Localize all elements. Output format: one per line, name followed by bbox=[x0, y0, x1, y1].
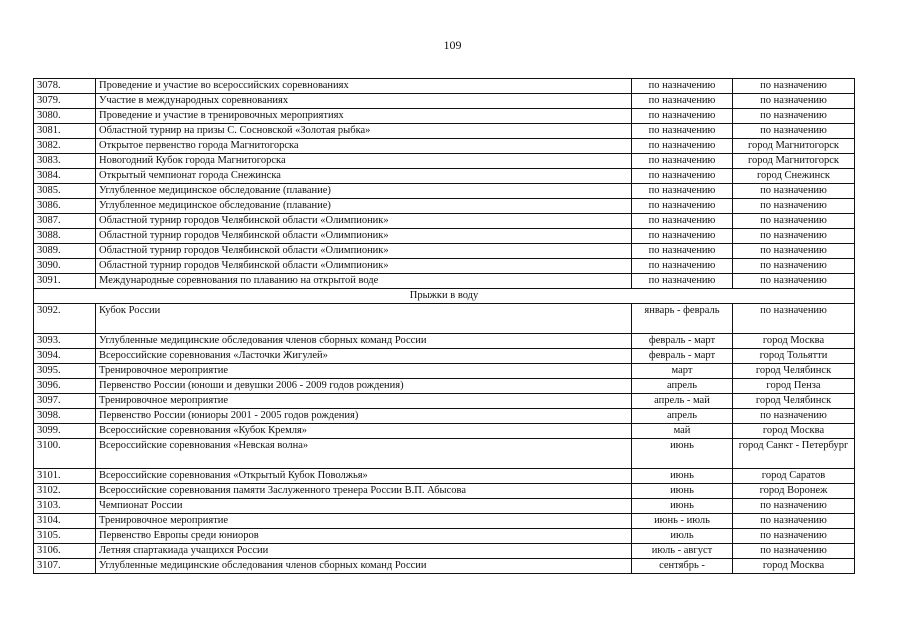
event-dates: апрель bbox=[632, 409, 733, 424]
event-name: Тренировочное мероприятие bbox=[96, 514, 632, 529]
event-name: Проведение и участие в тренировочных мероприятиях bbox=[96, 109, 632, 124]
event-place: по назначению bbox=[733, 304, 855, 334]
table-row bbox=[34, 364, 855, 379]
row-number: 3080. bbox=[34, 109, 96, 124]
section-header-row bbox=[34, 289, 855, 304]
event-place: город Магнитогорск bbox=[733, 139, 855, 154]
event-dates: по назначению bbox=[632, 229, 733, 244]
event-dates: сентябрь - bbox=[632, 559, 733, 574]
event-dates: январь - февраль bbox=[632, 304, 733, 334]
event-dates: апрель - май bbox=[632, 394, 733, 409]
event-place: по назначению bbox=[733, 184, 855, 199]
event-place: город Саратов bbox=[733, 469, 855, 484]
event-place: город Санкт - Петербург bbox=[733, 439, 855, 469]
event-place: город Магнитогорск bbox=[733, 154, 855, 169]
table-row bbox=[34, 109, 855, 124]
table-row bbox=[34, 334, 855, 349]
row-number: 3084. bbox=[34, 169, 96, 184]
table-row bbox=[34, 259, 855, 274]
table-row bbox=[34, 304, 855, 334]
event-dates: по назначению bbox=[632, 184, 733, 199]
event-dates: по назначению bbox=[632, 139, 733, 154]
event-place: город Москва bbox=[733, 424, 855, 439]
event-dates: июнь bbox=[632, 499, 733, 514]
event-name: Проведение и участие во всероссийских соревнованиях bbox=[96, 79, 632, 94]
event-name: Всероссийские соревнования «Кубок Кремля» bbox=[96, 424, 632, 439]
event-place: город Пенза bbox=[733, 379, 855, 394]
event-name: Первенство Европы среди юниоров bbox=[96, 529, 632, 544]
table-row bbox=[34, 424, 855, 439]
event-name: Всероссийские соревнования «Открытый Кубок Поволжья» bbox=[96, 469, 632, 484]
row-number: 3092. bbox=[34, 304, 96, 334]
table-row bbox=[34, 544, 855, 559]
event-dates: февраль - март bbox=[632, 349, 733, 364]
event-dates: июль bbox=[632, 529, 733, 544]
event-name: Международные соревнования по плаванию на открытой воде bbox=[96, 274, 632, 289]
event-name: Открытое первенство города Магнитогорска bbox=[96, 139, 632, 154]
event-place: город Москва bbox=[733, 559, 855, 574]
event-name: Углубленные медицинские обследования членов сборных команд России bbox=[96, 559, 632, 574]
event-dates: по назначению bbox=[632, 124, 733, 139]
row-number: 3089. bbox=[34, 244, 96, 259]
event-dates: по назначению bbox=[632, 169, 733, 184]
event-place: город Челябинск bbox=[733, 364, 855, 379]
row-number: 3093. bbox=[34, 334, 96, 349]
row-number: 3102. bbox=[34, 484, 96, 499]
event-name: Тренировочное мероприятие bbox=[96, 394, 632, 409]
event-dates: июнь - июль bbox=[632, 514, 733, 529]
table-row bbox=[34, 349, 855, 364]
table-row bbox=[34, 514, 855, 529]
row-number: 3096. bbox=[34, 379, 96, 394]
events-table-body-bottom bbox=[34, 304, 855, 574]
event-place: по назначению bbox=[733, 244, 855, 259]
table-row bbox=[34, 469, 855, 484]
table-row bbox=[34, 499, 855, 514]
event-name: Кубок России bbox=[96, 304, 632, 334]
event-name: Областной турнир на призы С. Сосновской «Золотая рыбка» bbox=[96, 124, 632, 139]
table-row bbox=[34, 559, 855, 574]
event-place: по назначению bbox=[733, 109, 855, 124]
row-number: 3085. bbox=[34, 184, 96, 199]
event-place: по назначению bbox=[733, 229, 855, 244]
event-name: Углубленные медицинские обследования членов сборных команд России bbox=[96, 334, 632, 349]
event-name: Всероссийские соревнования памяти Заслуженного тренера России В.П. Абысова bbox=[96, 484, 632, 499]
table-row bbox=[34, 214, 855, 229]
event-name: Летняя спартакиада учащихся России bbox=[96, 544, 632, 559]
table-row bbox=[34, 184, 855, 199]
event-dates: по назначению bbox=[632, 274, 733, 289]
row-number: 3083. bbox=[34, 154, 96, 169]
event-place: по назначению bbox=[733, 274, 855, 289]
event-name: Новогодний Кубок города Магнитогорска bbox=[96, 154, 632, 169]
section-title: Прыжки в воду bbox=[34, 289, 855, 304]
event-place: по назначению bbox=[733, 409, 855, 424]
event-place: город Воронеж bbox=[733, 484, 855, 499]
row-number: 3105. bbox=[34, 529, 96, 544]
section-header-group bbox=[34, 289, 855, 304]
event-name: Областной турнир городов Челябинской области «Олимпионик» bbox=[96, 214, 632, 229]
event-dates: апрель bbox=[632, 379, 733, 394]
event-dates: июнь bbox=[632, 484, 733, 499]
event-name: Первенство России (юноши и девушки 2006 - 2009 годов рождения) bbox=[96, 379, 632, 394]
event-place: по назначению bbox=[733, 124, 855, 139]
table-row bbox=[34, 229, 855, 244]
row-number: 3100. bbox=[34, 439, 96, 469]
events-table-body-top bbox=[34, 79, 855, 289]
event-dates: май bbox=[632, 424, 733, 439]
event-dates: по назначению bbox=[632, 109, 733, 124]
event-dates: по назначению bbox=[632, 94, 733, 109]
event-place: по назначению bbox=[733, 214, 855, 229]
event-dates: февраль - март bbox=[632, 334, 733, 349]
event-dates: июль - август bbox=[632, 544, 733, 559]
event-name: Углубленное медицинское обследование (плавание) bbox=[96, 184, 632, 199]
event-place: по назначению bbox=[733, 499, 855, 514]
row-number: 3104. bbox=[34, 514, 96, 529]
row-number: 3082. bbox=[34, 139, 96, 154]
event-name: Тренировочное мероприятие bbox=[96, 364, 632, 379]
table-row bbox=[34, 529, 855, 544]
table-row bbox=[34, 139, 855, 154]
event-place: по назначению bbox=[733, 529, 855, 544]
table-row bbox=[34, 169, 855, 184]
table-row bbox=[34, 484, 855, 499]
event-dates: март bbox=[632, 364, 733, 379]
event-dates: июнь bbox=[632, 469, 733, 484]
table-row bbox=[34, 244, 855, 259]
event-place: город Москва bbox=[733, 334, 855, 349]
row-number: 3106. bbox=[34, 544, 96, 559]
event-place: город Челябинск bbox=[733, 394, 855, 409]
row-number: 3079. bbox=[34, 94, 96, 109]
event-place: по назначению bbox=[733, 79, 855, 94]
event-name: Чемпионат России bbox=[96, 499, 632, 514]
row-number: 3094. bbox=[34, 349, 96, 364]
table-row bbox=[34, 79, 855, 94]
table-row bbox=[34, 94, 855, 109]
table-row bbox=[34, 199, 855, 214]
row-number: 3099. bbox=[34, 424, 96, 439]
event-dates: по назначению bbox=[632, 154, 733, 169]
row-number: 3086. bbox=[34, 199, 96, 214]
row-number: 3103. bbox=[34, 499, 96, 514]
row-number: 3091. bbox=[34, 274, 96, 289]
table-row bbox=[34, 124, 855, 139]
row-number: 3095. bbox=[34, 364, 96, 379]
event-name: Областной турнир городов Челябинской области «Олимпионик» bbox=[96, 259, 632, 274]
table-row bbox=[34, 409, 855, 424]
event-name: Открытый чемпионат города Снежинска bbox=[96, 169, 632, 184]
event-dates: по назначению bbox=[632, 199, 733, 214]
event-place: по назначению bbox=[733, 94, 855, 109]
table-row bbox=[34, 379, 855, 394]
event-name: Всероссийские соревнования «Невская волна» bbox=[96, 439, 632, 469]
event-name: Углубленное медицинское обследование (плавание) bbox=[96, 199, 632, 214]
row-number: 3088. bbox=[34, 229, 96, 244]
event-place: город Снежинск bbox=[733, 169, 855, 184]
event-dates: по назначению bbox=[632, 214, 733, 229]
event-name: Всероссийские соревнования «Ласточки Жигулей» bbox=[96, 349, 632, 364]
table-row bbox=[34, 274, 855, 289]
event-name: Участие в международных соревнованиях bbox=[96, 94, 632, 109]
row-number: 3097. bbox=[34, 394, 96, 409]
event-dates: по назначению bbox=[632, 244, 733, 259]
row-number: 3107. bbox=[34, 559, 96, 574]
event-place: по назначению bbox=[733, 199, 855, 214]
event-name: Первенство России (юниоры 2001 - 2005 годов рождения) bbox=[96, 409, 632, 424]
event-place: по назначению bbox=[733, 544, 855, 559]
row-number: 3090. bbox=[34, 259, 96, 274]
events-table bbox=[33, 78, 855, 574]
page-number: 109 bbox=[443, 38, 462, 52]
event-dates: июнь bbox=[632, 439, 733, 469]
row-number: 3101. bbox=[34, 469, 96, 484]
table-row bbox=[34, 154, 855, 169]
row-number: 3087. bbox=[34, 214, 96, 229]
event-name: Областной турнир городов Челябинской области «Олимпионик» bbox=[96, 244, 632, 259]
table-row bbox=[34, 394, 855, 409]
event-name: Областной турнир городов Челябинской области «Олимпионик» bbox=[96, 229, 632, 244]
event-place: город Тольятти bbox=[733, 349, 855, 364]
event-place: по назначению bbox=[733, 259, 855, 274]
event-place: по назначению bbox=[733, 514, 855, 529]
table-row bbox=[34, 439, 855, 469]
event-dates: по назначению bbox=[632, 259, 733, 274]
event-dates: по назначению bbox=[632, 79, 733, 94]
row-number: 3078. bbox=[34, 79, 96, 94]
row-number: 3081. bbox=[34, 124, 96, 139]
row-number: 3098. bbox=[34, 409, 96, 424]
